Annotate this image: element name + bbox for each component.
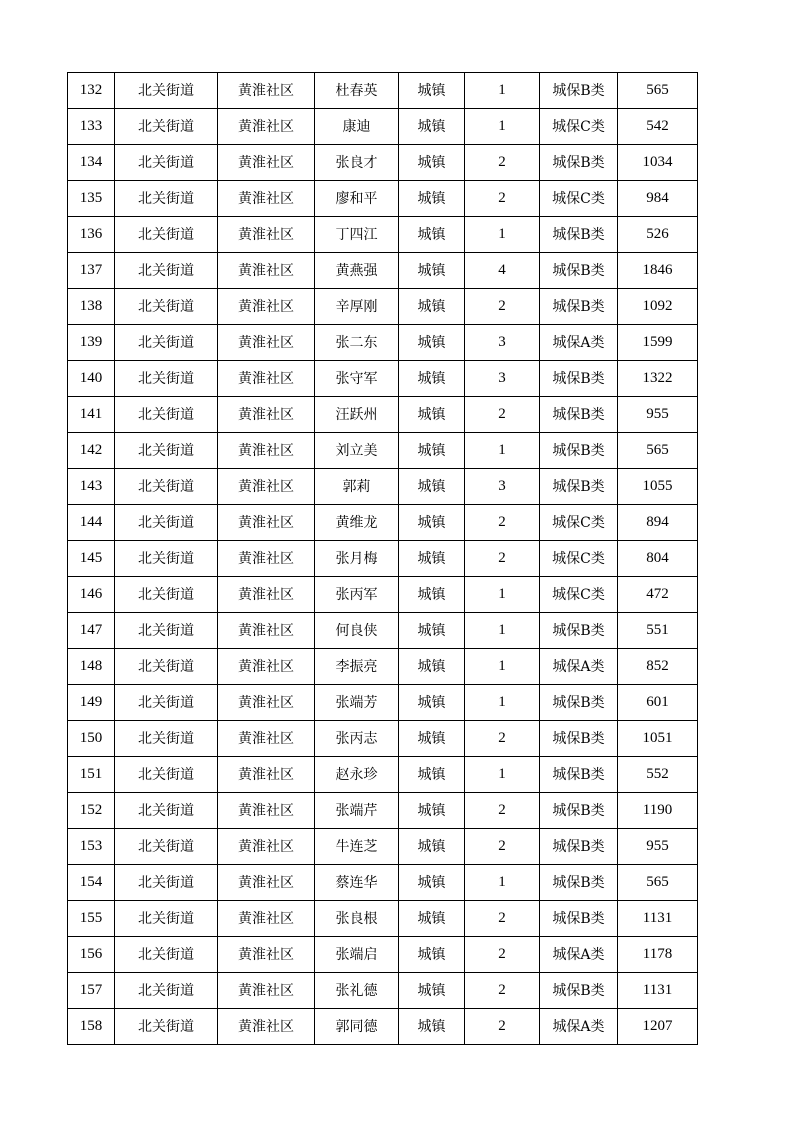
household-size-cell: 2 bbox=[465, 181, 540, 217]
amount-cell: 1034 bbox=[618, 145, 698, 181]
table-row bbox=[68, 1009, 698, 1045]
name-cell: 刘立美 bbox=[315, 433, 399, 469]
insurance-category-cell: 城保B类 bbox=[540, 217, 618, 253]
name-cell: 牛连芝 bbox=[315, 829, 399, 865]
household-size-cell: 1 bbox=[465, 649, 540, 685]
community-cell: 黄淮社区 bbox=[218, 793, 315, 829]
subdistrict-cell: 北关街道 bbox=[115, 613, 218, 649]
residence-type-cell: 城镇 bbox=[399, 1009, 465, 1045]
amount-cell: 894 bbox=[618, 505, 698, 541]
residence-type-cell: 城镇 bbox=[399, 865, 465, 901]
subdistrict-cell: 北关街道 bbox=[115, 937, 218, 973]
residence-type-cell: 城镇 bbox=[399, 325, 465, 361]
amount-cell: 565 bbox=[618, 433, 698, 469]
community-cell: 黄淮社区 bbox=[218, 577, 315, 613]
table-row bbox=[68, 217, 698, 253]
subdistrict-cell: 北关街道 bbox=[115, 109, 218, 145]
community-cell: 黄淮社区 bbox=[218, 613, 315, 649]
residence-type-cell: 城镇 bbox=[399, 505, 465, 541]
residence-type-cell: 城镇 bbox=[399, 361, 465, 397]
table-row bbox=[68, 73, 698, 109]
household-size-cell: 2 bbox=[465, 973, 540, 1009]
subdistrict-cell: 北关街道 bbox=[115, 397, 218, 433]
residence-type-cell: 城镇 bbox=[399, 541, 465, 577]
name-cell: 廖和平 bbox=[315, 181, 399, 217]
amount-cell: 955 bbox=[618, 829, 698, 865]
subdistrict-cell: 北关街道 bbox=[115, 325, 218, 361]
subdistrict-cell: 北关街道 bbox=[115, 73, 218, 109]
residence-type-cell: 城镇 bbox=[399, 433, 465, 469]
name-cell: 张端芹 bbox=[315, 793, 399, 829]
subdistrict-cell: 北关街道 bbox=[115, 289, 218, 325]
community-cell: 黄淮社区 bbox=[218, 1009, 315, 1045]
name-cell: 郭同德 bbox=[315, 1009, 399, 1045]
serial-number-cell: 153 bbox=[68, 829, 115, 865]
residence-type-cell: 城镇 bbox=[399, 829, 465, 865]
household-size-cell: 2 bbox=[465, 793, 540, 829]
insurance-category-cell: 城保B类 bbox=[540, 433, 618, 469]
residence-type-cell: 城镇 bbox=[399, 145, 465, 181]
table-row bbox=[68, 937, 698, 973]
serial-number-cell: 147 bbox=[68, 613, 115, 649]
insurance-category-cell: 城保C类 bbox=[540, 541, 618, 577]
household-size-cell: 1 bbox=[465, 433, 540, 469]
name-cell: 辛厚刚 bbox=[315, 289, 399, 325]
insurance-category-cell: 城保B类 bbox=[540, 613, 618, 649]
amount-cell: 1131 bbox=[618, 901, 698, 937]
household-size-cell: 2 bbox=[465, 289, 540, 325]
subdistrict-cell: 北关街道 bbox=[115, 469, 218, 505]
community-cell: 黄淮社区 bbox=[218, 757, 315, 793]
table-row bbox=[68, 901, 698, 937]
household-size-cell: 2 bbox=[465, 937, 540, 973]
amount-cell: 1190 bbox=[618, 793, 698, 829]
household-size-cell: 3 bbox=[465, 361, 540, 397]
name-cell: 张端启 bbox=[315, 937, 399, 973]
household-size-cell: 1 bbox=[465, 577, 540, 613]
insurance-category-cell: 城保B类 bbox=[540, 721, 618, 757]
name-cell: 张丙军 bbox=[315, 577, 399, 613]
name-cell: 张二东 bbox=[315, 325, 399, 361]
table-row bbox=[68, 397, 698, 433]
serial-number-cell: 149 bbox=[68, 685, 115, 721]
community-cell: 黄淮社区 bbox=[218, 469, 315, 505]
residence-type-cell: 城镇 bbox=[399, 109, 465, 145]
table-row bbox=[68, 685, 698, 721]
subdistrict-cell: 北关街道 bbox=[115, 793, 218, 829]
residence-type-cell: 城镇 bbox=[399, 685, 465, 721]
serial-number-cell: 143 bbox=[68, 469, 115, 505]
community-cell: 黄淮社区 bbox=[218, 433, 315, 469]
residence-type-cell: 城镇 bbox=[399, 577, 465, 613]
amount-cell: 565 bbox=[618, 865, 698, 901]
name-cell: 张良才 bbox=[315, 145, 399, 181]
serial-number-cell: 134 bbox=[68, 145, 115, 181]
amount-cell: 984 bbox=[618, 181, 698, 217]
table-row bbox=[68, 577, 698, 613]
name-cell: 杜春英 bbox=[315, 73, 399, 109]
amount-cell: 472 bbox=[618, 577, 698, 613]
subdistrict-cell: 北关街道 bbox=[115, 1009, 218, 1045]
name-cell: 赵永珍 bbox=[315, 757, 399, 793]
table-row bbox=[68, 757, 698, 793]
insurance-category-cell: 城保B类 bbox=[540, 757, 618, 793]
amount-cell: 526 bbox=[618, 217, 698, 253]
table-row bbox=[68, 865, 698, 901]
residence-type-cell: 城镇 bbox=[399, 289, 465, 325]
amount-cell: 1051 bbox=[618, 721, 698, 757]
table-body bbox=[68, 73, 698, 1045]
residence-type-cell: 城镇 bbox=[399, 793, 465, 829]
name-cell: 张月梅 bbox=[315, 541, 399, 577]
table-row bbox=[68, 253, 698, 289]
serial-number-cell: 144 bbox=[68, 505, 115, 541]
table-row bbox=[68, 469, 698, 505]
community-cell: 黄淮社区 bbox=[218, 901, 315, 937]
table-row bbox=[68, 793, 698, 829]
household-size-cell: 1 bbox=[465, 613, 540, 649]
serial-number-cell: 145 bbox=[68, 541, 115, 577]
insurance-category-cell: 城保C类 bbox=[540, 577, 618, 613]
table-row bbox=[68, 325, 698, 361]
insurance-category-cell: 城保B类 bbox=[540, 145, 618, 181]
residence-type-cell: 城镇 bbox=[399, 217, 465, 253]
subdistrict-cell: 北关街道 bbox=[115, 217, 218, 253]
insurance-category-cell: 城保B类 bbox=[540, 901, 618, 937]
subdistrict-cell: 北关街道 bbox=[115, 433, 218, 469]
household-size-cell: 1 bbox=[465, 757, 540, 793]
name-cell: 康迪 bbox=[315, 109, 399, 145]
insurance-category-cell: 城保A类 bbox=[540, 649, 618, 685]
community-cell: 黄淮社区 bbox=[218, 109, 315, 145]
amount-cell: 1207 bbox=[618, 1009, 698, 1045]
amount-cell: 1846 bbox=[618, 253, 698, 289]
community-cell: 黄淮社区 bbox=[218, 397, 315, 433]
subdistrict-cell: 北关街道 bbox=[115, 685, 218, 721]
insurance-category-cell: 城保B类 bbox=[540, 973, 618, 1009]
insurance-category-cell: 城保B类 bbox=[540, 685, 618, 721]
serial-number-cell: 141 bbox=[68, 397, 115, 433]
community-cell: 黄淮社区 bbox=[218, 361, 315, 397]
name-cell: 张良根 bbox=[315, 901, 399, 937]
community-cell: 黄淮社区 bbox=[218, 217, 315, 253]
household-size-cell: 1 bbox=[465, 865, 540, 901]
serial-number-cell: 142 bbox=[68, 433, 115, 469]
amount-cell: 552 bbox=[618, 757, 698, 793]
community-cell: 黄淮社区 bbox=[218, 685, 315, 721]
name-cell: 郭莉 bbox=[315, 469, 399, 505]
insurance-category-cell: 城保A类 bbox=[540, 325, 618, 361]
household-size-cell: 4 bbox=[465, 253, 540, 289]
residence-type-cell: 城镇 bbox=[399, 901, 465, 937]
community-cell: 黄淮社区 bbox=[218, 325, 315, 361]
insurance-category-cell: 城保C类 bbox=[540, 109, 618, 145]
household-size-cell: 2 bbox=[465, 145, 540, 181]
insurance-category-cell: 城保B类 bbox=[540, 73, 618, 109]
community-cell: 黄淮社区 bbox=[218, 937, 315, 973]
table-row bbox=[68, 289, 698, 325]
name-cell: 张守军 bbox=[315, 361, 399, 397]
insurance-category-cell: 城保B类 bbox=[540, 793, 618, 829]
insurance-category-cell: 城保B类 bbox=[540, 469, 618, 505]
amount-cell: 1322 bbox=[618, 361, 698, 397]
amount-cell: 1092 bbox=[618, 289, 698, 325]
community-cell: 黄淮社区 bbox=[218, 181, 315, 217]
residence-type-cell: 城镇 bbox=[399, 937, 465, 973]
name-cell: 李振亮 bbox=[315, 649, 399, 685]
household-size-cell: 2 bbox=[465, 901, 540, 937]
community-cell: 黄淮社区 bbox=[218, 541, 315, 577]
subdistrict-cell: 北关街道 bbox=[115, 181, 218, 217]
name-cell: 黄维龙 bbox=[315, 505, 399, 541]
insurance-category-cell: 城保B类 bbox=[540, 253, 618, 289]
community-cell: 黄淮社区 bbox=[218, 505, 315, 541]
amount-cell: 565 bbox=[618, 73, 698, 109]
insurance-category-cell: 城保B类 bbox=[540, 361, 618, 397]
insurance-category-cell: 城保A类 bbox=[540, 937, 618, 973]
table-row bbox=[68, 181, 698, 217]
amount-cell: 601 bbox=[618, 685, 698, 721]
residence-type-cell: 城镇 bbox=[399, 181, 465, 217]
community-cell: 黄淮社区 bbox=[218, 73, 315, 109]
name-cell: 丁四江 bbox=[315, 217, 399, 253]
amount-cell: 1178 bbox=[618, 937, 698, 973]
table-row bbox=[68, 721, 698, 757]
amount-cell: 804 bbox=[618, 541, 698, 577]
name-cell: 张丙志 bbox=[315, 721, 399, 757]
community-cell: 黄淮社区 bbox=[218, 289, 315, 325]
household-size-cell: 3 bbox=[465, 469, 540, 505]
serial-number-cell: 146 bbox=[68, 577, 115, 613]
insurance-category-cell: 城保A类 bbox=[540, 1009, 618, 1045]
name-cell: 张端芳 bbox=[315, 685, 399, 721]
subdistrict-cell: 北关街道 bbox=[115, 361, 218, 397]
community-cell: 黄淮社区 bbox=[218, 145, 315, 181]
subdistrict-cell: 北关街道 bbox=[115, 253, 218, 289]
beneficiary-table bbox=[67, 72, 698, 1045]
subdistrict-cell: 北关街道 bbox=[115, 829, 218, 865]
insurance-category-cell: 城保C类 bbox=[540, 505, 618, 541]
household-size-cell: 3 bbox=[465, 325, 540, 361]
serial-number-cell: 154 bbox=[68, 865, 115, 901]
amount-cell: 551 bbox=[618, 613, 698, 649]
residence-type-cell: 城镇 bbox=[399, 613, 465, 649]
serial-number-cell: 158 bbox=[68, 1009, 115, 1045]
table-row bbox=[68, 145, 698, 181]
amount-cell: 1131 bbox=[618, 973, 698, 1009]
insurance-category-cell: 城保B类 bbox=[540, 397, 618, 433]
table-row bbox=[68, 505, 698, 541]
residence-type-cell: 城镇 bbox=[399, 649, 465, 685]
community-cell: 黄淮社区 bbox=[218, 253, 315, 289]
serial-number-cell: 156 bbox=[68, 937, 115, 973]
serial-number-cell: 137 bbox=[68, 253, 115, 289]
community-cell: 黄淮社区 bbox=[218, 829, 315, 865]
serial-number-cell: 139 bbox=[68, 325, 115, 361]
community-cell: 黄淮社区 bbox=[218, 973, 315, 1009]
amount-cell: 542 bbox=[618, 109, 698, 145]
table-row bbox=[68, 973, 698, 1009]
subdistrict-cell: 北关街道 bbox=[115, 505, 218, 541]
table-row bbox=[68, 433, 698, 469]
serial-number-cell: 133 bbox=[68, 109, 115, 145]
insurance-category-cell: 城保B类 bbox=[540, 865, 618, 901]
serial-number-cell: 148 bbox=[68, 649, 115, 685]
subdistrict-cell: 北关街道 bbox=[115, 649, 218, 685]
table-row bbox=[68, 109, 698, 145]
serial-number-cell: 157 bbox=[68, 973, 115, 1009]
name-cell: 何良侠 bbox=[315, 613, 399, 649]
household-size-cell: 2 bbox=[465, 505, 540, 541]
household-size-cell: 2 bbox=[465, 397, 540, 433]
household-size-cell: 1 bbox=[465, 685, 540, 721]
community-cell: 黄淮社区 bbox=[218, 649, 315, 685]
residence-type-cell: 城镇 bbox=[399, 253, 465, 289]
serial-number-cell: 132 bbox=[68, 73, 115, 109]
subdistrict-cell: 北关街道 bbox=[115, 865, 218, 901]
household-size-cell: 2 bbox=[465, 541, 540, 577]
serial-number-cell: 136 bbox=[68, 217, 115, 253]
residence-type-cell: 城镇 bbox=[399, 73, 465, 109]
table-row bbox=[68, 541, 698, 577]
subdistrict-cell: 北关街道 bbox=[115, 973, 218, 1009]
residence-type-cell: 城镇 bbox=[399, 397, 465, 433]
table-row bbox=[68, 829, 698, 865]
amount-cell: 955 bbox=[618, 397, 698, 433]
subdistrict-cell: 北关街道 bbox=[115, 721, 218, 757]
household-size-cell: 2 bbox=[465, 1009, 540, 1045]
residence-type-cell: 城镇 bbox=[399, 757, 465, 793]
name-cell: 蔡连华 bbox=[315, 865, 399, 901]
serial-number-cell: 140 bbox=[68, 361, 115, 397]
amount-cell: 852 bbox=[618, 649, 698, 685]
insurance-category-cell: 城保C类 bbox=[540, 181, 618, 217]
serial-number-cell: 150 bbox=[68, 721, 115, 757]
community-cell: 黄淮社区 bbox=[218, 721, 315, 757]
table-row bbox=[68, 649, 698, 685]
serial-number-cell: 152 bbox=[68, 793, 115, 829]
subdistrict-cell: 北关街道 bbox=[115, 541, 218, 577]
insurance-category-cell: 城保B类 bbox=[540, 289, 618, 325]
subdistrict-cell: 北关街道 bbox=[115, 577, 218, 613]
household-size-cell: 1 bbox=[465, 73, 540, 109]
household-size-cell: 2 bbox=[465, 721, 540, 757]
serial-number-cell: 135 bbox=[68, 181, 115, 217]
serial-number-cell: 138 bbox=[68, 289, 115, 325]
household-size-cell: 1 bbox=[465, 109, 540, 145]
insurance-category-cell: 城保B类 bbox=[540, 829, 618, 865]
name-cell: 黄燕强 bbox=[315, 253, 399, 289]
subdistrict-cell: 北关街道 bbox=[115, 757, 218, 793]
amount-cell: 1599 bbox=[618, 325, 698, 361]
amount-cell: 1055 bbox=[618, 469, 698, 505]
serial-number-cell: 151 bbox=[68, 757, 115, 793]
name-cell: 汪跃州 bbox=[315, 397, 399, 433]
name-cell: 张礼德 bbox=[315, 973, 399, 1009]
table-row bbox=[68, 613, 698, 649]
subdistrict-cell: 北关街道 bbox=[115, 901, 218, 937]
household-size-cell: 1 bbox=[465, 217, 540, 253]
residence-type-cell: 城镇 bbox=[399, 721, 465, 757]
residence-type-cell: 城镇 bbox=[399, 973, 465, 1009]
community-cell: 黄淮社区 bbox=[218, 865, 315, 901]
subdistrict-cell: 北关街道 bbox=[115, 145, 218, 181]
table-row bbox=[68, 361, 698, 397]
household-size-cell: 2 bbox=[465, 829, 540, 865]
residence-type-cell: 城镇 bbox=[399, 469, 465, 505]
serial-number-cell: 155 bbox=[68, 901, 115, 937]
